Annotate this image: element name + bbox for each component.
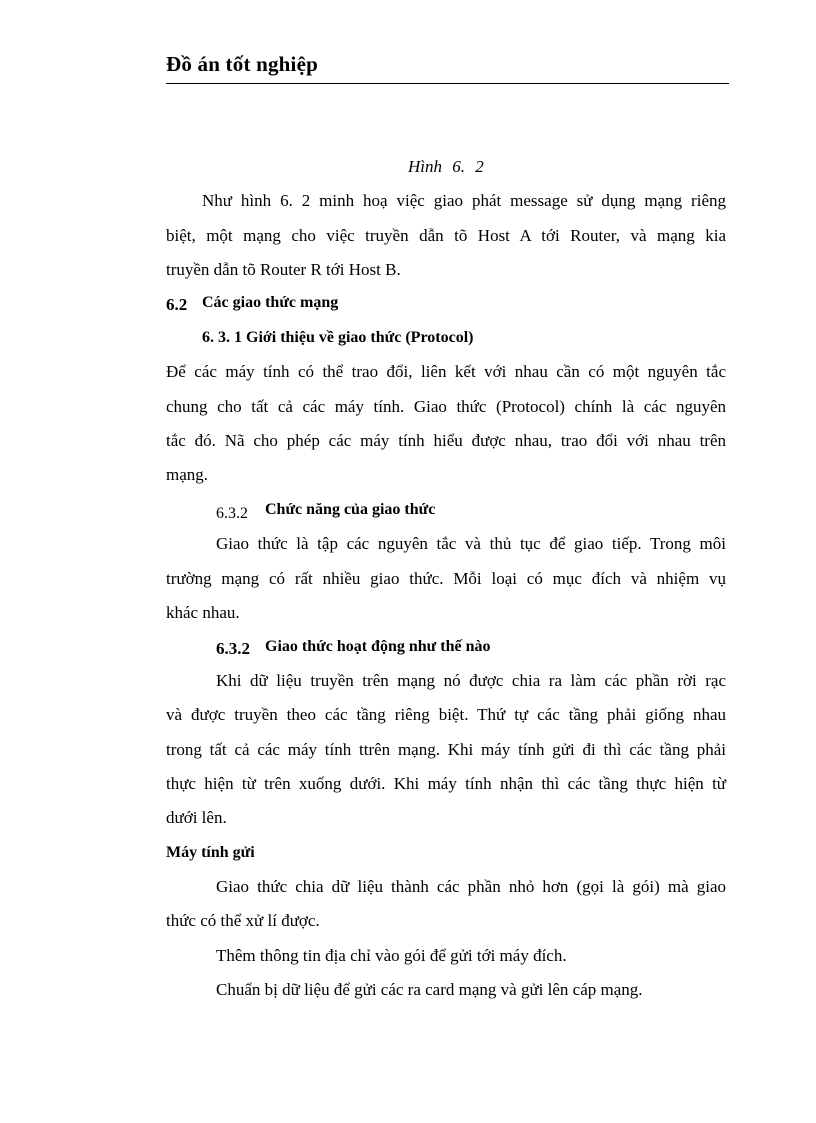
paragraph-line: tắc đó. Nã cho phép các máy tính hiểu được nhau, trao đổi với nhau trên [166,431,726,450]
subsection-heading: Giao thức hoạt động như thế nào [265,638,491,655]
subsection-number: 6.3.2 [216,505,248,522]
paragraph-line: và được truyền theo các tầng riêng biệt. Thứ tự các tầng phải giống nhau [166,705,726,724]
page-header [166,50,729,84]
paragraph-line: biệt, một mạng cho việc truyền dẫn tõ Host A tới Router, và mạng kia [166,226,726,245]
paragraph-line: Như hình 6. 2 minh hoạ việc giao phát message sử dụng mạng riêng [202,191,726,210]
paragraph-line: thực hiện từ trên xuống dưới. Khi máy tính nhận thì các tầng thực hiện từ [166,774,726,793]
paragraph-line: Khi dữ liệu truyền trên mạng nó được chia ra làm các phần rời rạc [216,671,726,690]
paragraph-line: Giao thức là tập các nguyên tắc và thủ tục để giao tiếp. Trong môi [216,534,726,553]
subsection-heading: Máy tính gửi [166,844,255,861]
subsection-heading: Chức năng của giao thức [265,501,436,518]
paragraph-line: Giao thức chia dữ liệu thành các phần nhỏ hơn (gọi là gói) mà giao [216,877,726,896]
section-heading: Các giao thức mạng [202,294,339,311]
paragraph-line: mạng. [166,465,209,484]
figure-caption: Hình 6. 2 [408,157,484,176]
paragraph-line: trường mạng có rất nhiều giao thức. Mỗi loại có mục đích và nhiệm vụ [166,569,726,588]
subsection-heading: 6. 3. 1 Giới thiệu về giao thức (Protocol) [202,329,474,346]
paragraph-line: Để các máy tính có thể trao đổi, liên kết với nhau cần có một nguyên tắc [166,362,726,381]
paragraph-line: Chuẩn bị dữ liệu để gửi các ra card mạng và gửi lên cáp mạng. [216,980,643,999]
paragraph-line: khác nhau. [166,603,240,622]
paragraph-line: Thêm thông tin địa chỉ vào gói để gửi tới máy đích. [216,946,567,965]
paragraph-line: thức có thể xử lí được. [166,911,320,930]
section-number: 6.2 [166,295,188,314]
paragraph-line: truyền dẫn tõ Router R tới Host B. [166,260,401,279]
paragraph-line: dưới lên. [166,808,227,827]
paragraph-line: chung cho tất cả các máy tính. Giao thức (Protocol) chính là các nguyên [166,397,726,416]
header-title: Đồ án tốt nghiệp [166,52,318,76]
paragraph-line: trong tất cả các máy tính ttrên mạng. Khi máy tính gửi đi thì các tầng phải [166,740,726,759]
subsection-number: 6.3.2 [216,639,250,658]
